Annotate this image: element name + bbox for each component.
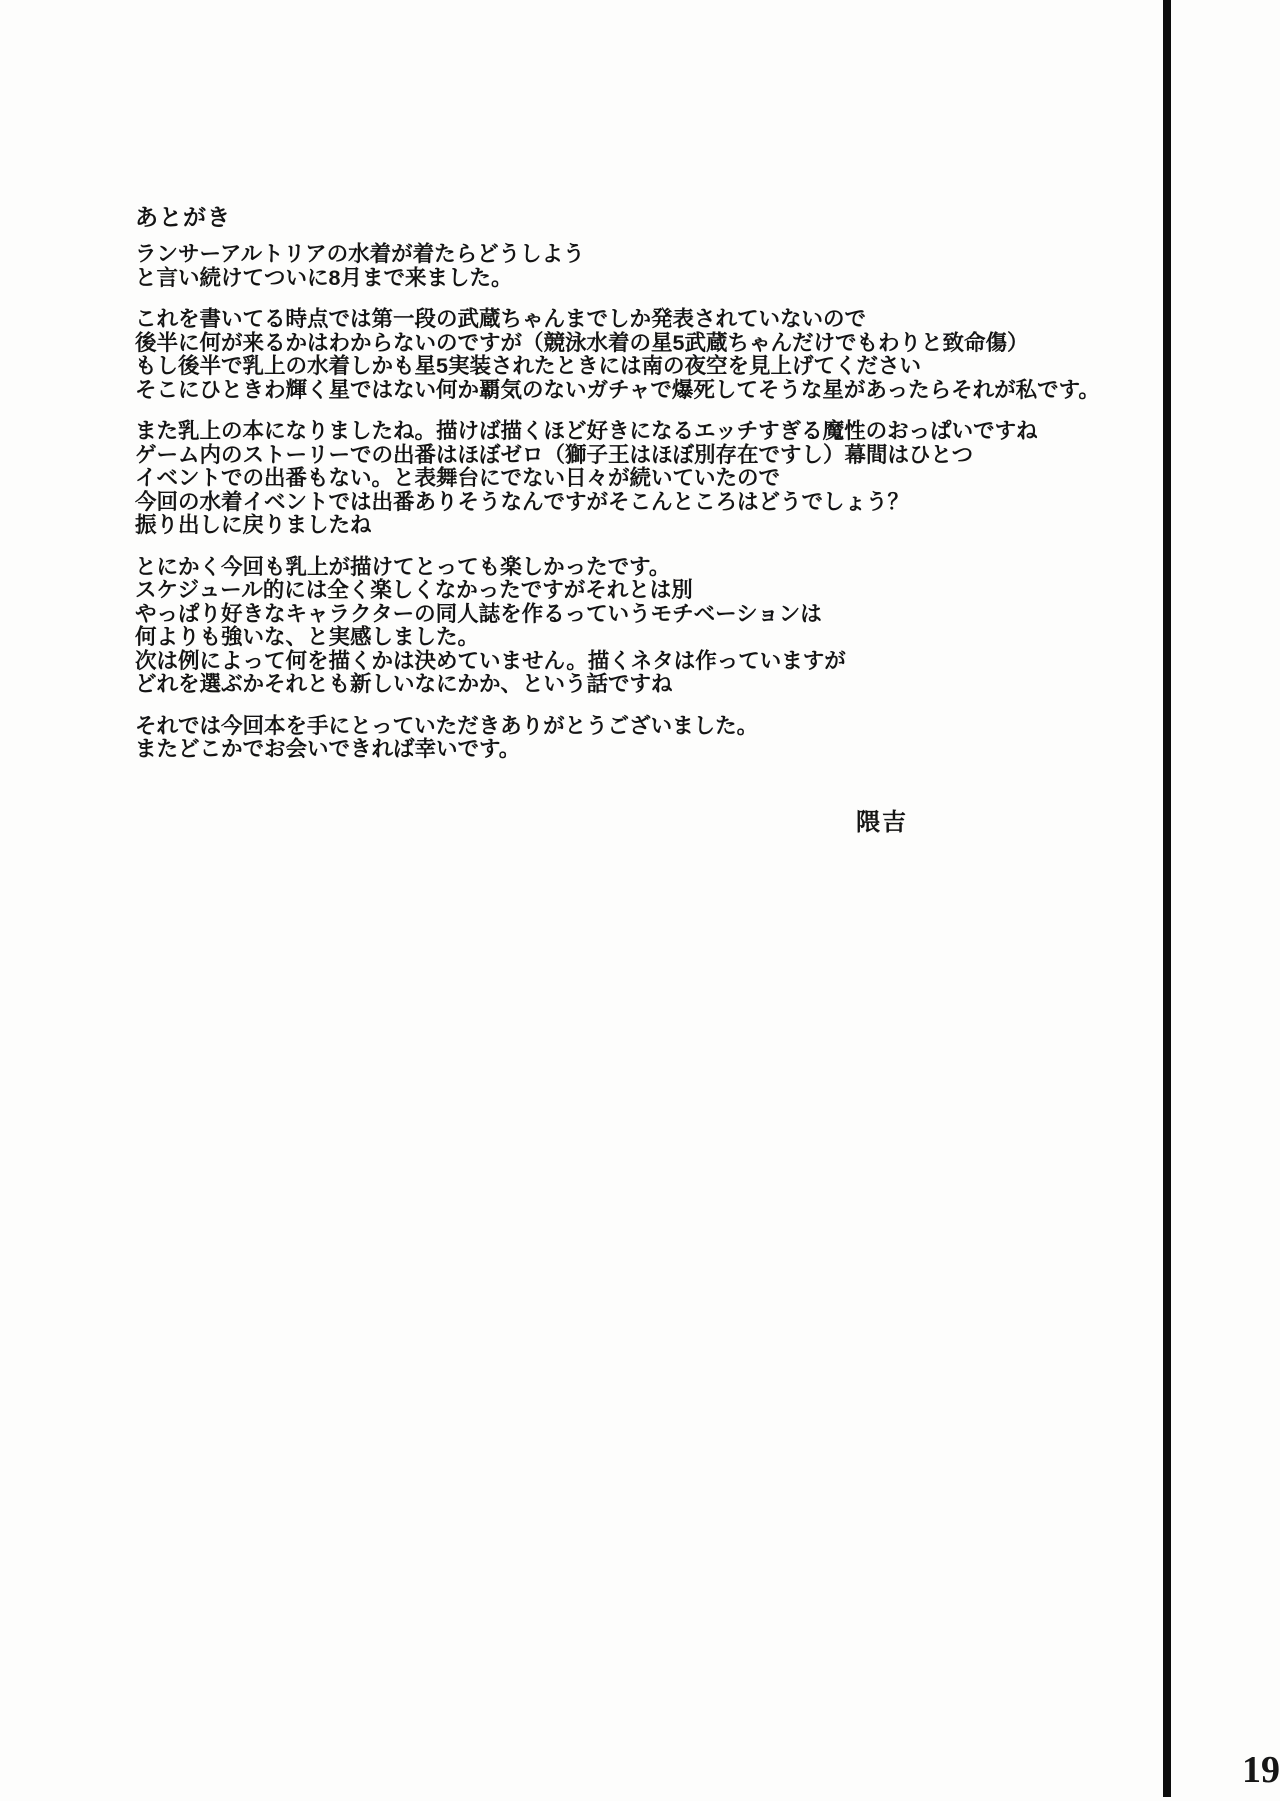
afterword-line: もし後半で乳上の水着しかも星5実装されたときには南の夜空を見上げてください: [135, 354, 921, 378]
afterword-line: それでは今回本を手にとっていただきありがとうございました。: [135, 713, 759, 738]
afterword-paragraph: [135, 420, 1135, 538]
afterword-line: やっぱり好きなキャラクターの同人誌を作るっていうモチベーションは: [135, 601, 822, 626]
afterword-line: ランサーアルトリアの水着が着たらどうしよう: [135, 242, 585, 266]
afterword-line: 振り出しに戻りましたね: [135, 513, 372, 537]
afterword-paragraph: [135, 715, 1135, 762]
afterword-line: スケジュール的には全く楽しくなかったですがそれとは別: [135, 578, 693, 602]
afterword-line: またどこかでお会いできれば幸いです。: [135, 737, 521, 761]
afterword-line: とにかく今回も乳上が描けてとっても楽しかったです。: [135, 554, 671, 579]
afterword-paragraph: [135, 308, 1135, 402]
afterword-line: と言い続けてついに8月まで来ました。: [135, 265, 513, 290]
afterword-line: 次は例によって何を描くかは決めていません。描くネタは作っていますが: [135, 648, 846, 673]
afterword-text-block: [135, 203, 1135, 837]
afterword-paragraph: [135, 243, 1135, 290]
afterword-line: 後半に何が来るかはわからないのですが（競泳水着の星5武蔵ちゃんだけでもわりと致命傷）: [135, 330, 1029, 355]
afterword-line: イベントでの出番もない。と表舞台にでない日々が続いていたので: [135, 466, 781, 490]
afterword-line: また乳上の本になりましたね。描けば描くほど好きになるエッチすぎる魔性のおっぱいですね: [135, 419, 1038, 443]
page-number: 19: [1242, 1749, 1280, 1791]
afterword-paragraph: [135, 556, 1135, 697]
page-gutter-rule: [1163, 0, 1171, 1797]
afterword-title: あとがき: [135, 204, 231, 230]
afterword-line: 何よりも強いな、と実感しました。: [135, 625, 480, 649]
author-signature: 隈吉: [856, 808, 908, 836]
afterword-line: これを書いてる時点では第一段の武蔵ちゃんまでしか発表されていないので: [135, 307, 867, 331]
afterword-line: どれを選ぶかそれとも新しいなにかか、という話ですね: [135, 672, 673, 696]
afterword-line: ゲーム内のストーリーでの出番はほぼゼロ（獅子王はほぼ別存在ですし）幕間はひとつ: [135, 442, 974, 467]
afterword-line: 今回の水着イベントでは出番ありそうなんですがそこんところはどうでしょう？: [135, 489, 910, 514]
afterword-line: そこにひときわ輝く星ではない何か覇気のないガチャで爆死してそうな星があったらそれが私です。: [135, 377, 1100, 402]
